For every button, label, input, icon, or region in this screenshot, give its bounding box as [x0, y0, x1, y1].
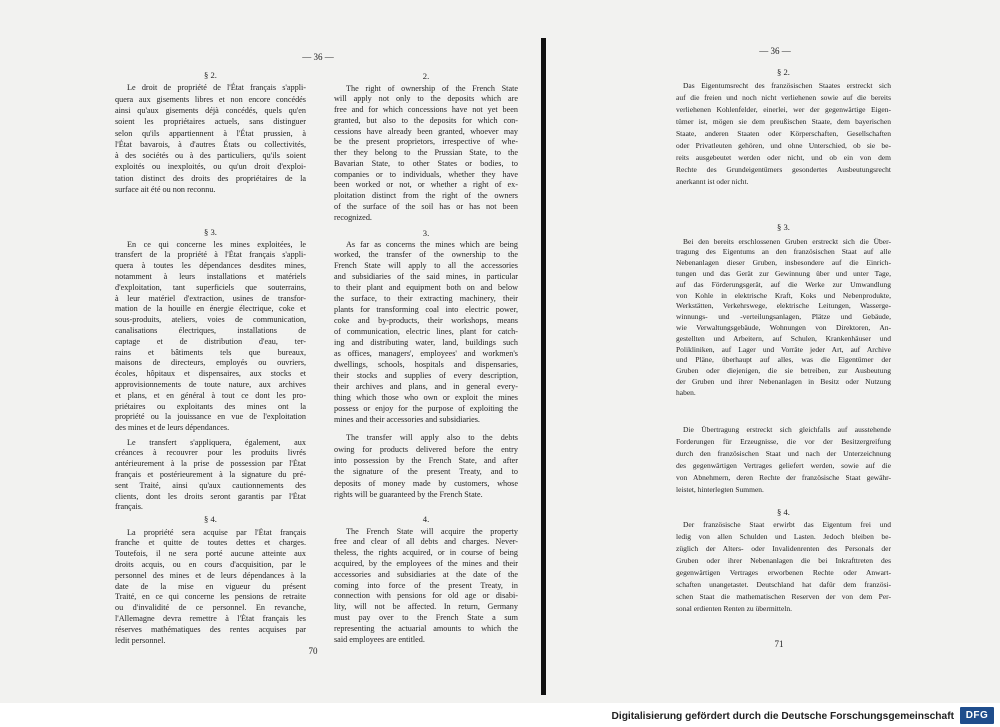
text-line: winnungs- und -verteilungsanlagen, Plätze und Gebäude, [676, 312, 891, 322]
text-line: gestellten und Arbeitern, auf Schulen, Krankenhäuser und [676, 333, 891, 343]
english-section-3-paragraph-2 [334, 432, 518, 500]
text-line: as offices, managers', employees' and workmen's [334, 348, 518, 358]
text-line: been worked or not, or whether a right of ex- [334, 180, 518, 190]
text-line: Polikliniken, auf Lager und Vorräte jeder Art, auf Archive [676, 344, 891, 354]
text-line: ther they belong to the Prussian State, to the [334, 148, 518, 158]
text-line: von Abnehmern, deren Rechte der französische Staat gewähr- [676, 473, 891, 482]
dfg-logo [960, 707, 994, 724]
text-line: oder Privatleuten gehören, und ohne Unterschied, ob sie be- [676, 141, 891, 150]
text-line: auf die freien und noch nicht verliehenen sowie auf die bereits [676, 93, 891, 102]
text-line: companies or to individuals, whether they have [334, 169, 518, 179]
text-line: tümer ist, mögen sie dem preußischen Staate, dem bayerischen [676, 117, 891, 126]
text-line: coke and by-products, their workshops, means [334, 316, 518, 326]
text-line: the surface, to their extracting machinery, their [334, 294, 518, 304]
english-section-3-heading: 3. [422, 227, 430, 238]
text-line: antérieurement à la prise de possession par l'État [115, 459, 306, 469]
text-line: ou d'invalidité de ce personnel. En revanche, [115, 603, 306, 613]
text-line: und Pläne, überhaupt auf alles, was die Eigentümer der [676, 355, 891, 365]
text-line: verliehenen Kohlenfelder, einerlei, wer der gegenwärtige Eigen- [676, 105, 891, 114]
text-line: connection with pensions for old age or disabi- [334, 591, 518, 601]
text-line: captage et de distribution d'eau, ter- [115, 336, 306, 346]
german-section-3-heading: § 3. [777, 221, 790, 232]
text-line: exploités ou inexploités, ou qu'un droit d'exploi- [115, 162, 306, 172]
english-section-2-paragraph [334, 84, 518, 224]
text-line: cessions have already been granted, whoever may [334, 126, 518, 136]
text-line: of the surface of the soil has or has not been [334, 201, 518, 211]
text-line: be the present proprietors, irrespective of whe- [334, 137, 518, 147]
footer-bar [0, 703, 1000, 727]
text-line: à des sociétés ou à des particuliers, qu'ils soient [115, 151, 306, 161]
text-line: gegenwärtigen Vertrages erworbenen Rechte oder Anwart- [676, 568, 891, 577]
text-line: En ce qui concerne les mines exploitées, le [127, 239, 306, 249]
text-line: As far as concerns the mines which are being [346, 239, 518, 249]
text-line: Nebenanlagen dieser Gruben, insbesondere auf die Einrich- [676, 258, 891, 268]
text-line: Gruben oder diejenigen, die sie betreiben, zur Ausbeutung [676, 366, 891, 376]
text-line: plants for transforming coal into electric power, [334, 305, 518, 315]
text-line: and subsidiaries of the said mines, in particular [334, 272, 518, 282]
text-line: tation distinct des droits des propriétaires de la [115, 173, 306, 183]
text-line: notamment à leurs installations et matériels [115, 271, 306, 281]
left-page-header: — 36 — [302, 52, 334, 62]
text-line: The French State will acquire the property [346, 526, 518, 536]
text-line: franche et quitte de toutes dettes et charges. [115, 538, 306, 548]
text-line: transfert de la propriété à l'État français s'appli- [115, 250, 306, 260]
french-section-3-paragraph-1 [115, 240, 306, 434]
text-line: quera aux gisements libres et non encore concédés [115, 94, 306, 104]
text-line: ainsi qu'aux gisements déjà concédés, quels qu'en [115, 105, 306, 115]
text-line: rights will be guaranteed by the French State. [334, 490, 483, 500]
text-line: to their plant and equipment both on and below [334, 283, 518, 293]
text-line: tungen und das Gerät zur Gewinnung über und unter Tage, [676, 268, 891, 278]
book-gutter [541, 38, 546, 695]
text-line: priétaires ou exploitants des mines ont la [115, 401, 306, 411]
text-line: sous-produits, ateliers, voies de communication, [115, 315, 306, 325]
text-line: Werkstätten, Verkehrswege, elektrische Leitungen, Wasserge- [676, 301, 891, 311]
text-line: haben. [676, 387, 696, 397]
english-section-4-heading: 4. [422, 513, 430, 524]
text-line: soient les propriétaires actuels, sans distinguer [115, 117, 306, 127]
text-line: thing which those who own or exploit the mines [334, 392, 518, 402]
text-line: Bavarian State, to other States or bodies, to [334, 158, 518, 168]
text-line: sonal erdienten Renten zu übermitteln. [676, 604, 793, 613]
text-line: sent Traité, ainsi qu'aux cautionnements des [115, 480, 306, 490]
text-line: écoles, hôpitaux et dispensaires, aux stocks et [115, 369, 306, 379]
text-line: Die Übertragung erstreckt sich gleichfalls auf ausstehende [683, 425, 891, 434]
text-line: canalisations électriques, installations de [115, 325, 306, 335]
text-line: theless, the rights acquired, or in course of being [334, 548, 518, 558]
text-line: date de la mise en vigueur du présent [115, 581, 306, 591]
text-line: Staate, anderen Staaten oder Körperschaften, Gesellschaften [676, 129, 891, 138]
german-section-3-paragraph-2 [676, 424, 891, 496]
text-line: leistet, hinterlegten Summen. [676, 485, 764, 494]
funding-note: Digitalisierung gefördert durch die Deutsche Forschungsgemeinschaft [611, 711, 954, 722]
text-line: mines and their accessories and subsidiaries. [334, 414, 480, 424]
text-line: maisons de directeurs, employés ou ouvriers, [115, 358, 306, 368]
text-line: wie Verwaltungsgebäude, Wohnungen von Direktoren, An- [676, 322, 891, 332]
text-line: must pay over to the French State a sum [334, 612, 518, 622]
english-section-3-paragraph-1 [334, 240, 518, 426]
german-section-4-heading: § 4. [777, 506, 790, 517]
text-line: des mines et de leurs dépendances. [115, 423, 230, 433]
text-line: Gruben oder ihrer Nebenanlagen die bei Inkrafttreten des [676, 556, 891, 565]
text-line: clients, dont les droits seront garantis par l'État [115, 491, 306, 501]
french-section-3-paragraph-2 [115, 438, 306, 514]
text-line: Toutefois, il ne sera porté aucune atteinte aux [115, 549, 306, 559]
text-line: coming into force of the present Treaty, in [334, 580, 518, 590]
text-line: representing the actuarial amounts to which the [334, 623, 518, 633]
text-line: lity, will not be affected. In return, Germany [334, 602, 518, 612]
english-section-4-paragraph [334, 527, 518, 646]
text-line: d'exploitation, tant superficiels que souterrains, [115, 282, 306, 292]
text-line: their stocks and supplies of every description, [334, 370, 518, 380]
text-line: The right of ownership of the French State [346, 83, 518, 93]
text-line: French State will apply to all the accessories [334, 261, 518, 271]
text-line: selon qu'ils appartiennent à l'État prussien, à [115, 128, 306, 138]
text-line: créances à recouvrer pour les produits livrés [115, 448, 306, 458]
text-line: français. [115, 502, 143, 512]
text-line: approvisionnements de toute nature, aux archives [115, 379, 306, 389]
text-line: tragung des Eigentums an den französischen Staat auf alle [676, 247, 891, 257]
text-line: personnel des mines et de leurs dépendances à la [115, 570, 306, 580]
text-line: granted, but also to the deposits for which con- [334, 115, 518, 125]
text-line: français et postérieurement à la signature du pré- [115, 469, 306, 479]
text-line: Forderungen für Erzeugnisse, die vor der Besitzergreifung [676, 437, 891, 446]
german-section-4-paragraph [676, 519, 891, 615]
text-line: Le transfert s'appliquera, également, aux [127, 437, 306, 447]
text-line: à leur matériel d'extraction, usines de transfor- [115, 293, 306, 303]
text-line: deposits of money made by customers, whose [334, 478, 518, 488]
text-line: der Gruben und ihrer Nebenanlagen in Besitz oder Nutzung [676, 376, 891, 386]
text-line: Rechte des Grundeigentümers gesondertes Ausbeutungsrecht [676, 165, 891, 174]
english-section-2-heading: 2. [422, 70, 430, 81]
text-line: schaften unangetastet. Deutschland hat dafür dem französi- [676, 580, 891, 589]
text-line: free and for which concessions have not yet been [334, 105, 518, 115]
french-section-2-heading: § 2. [204, 69, 217, 80]
text-line: l'Allemagne devra remettre à l'État français les [115, 613, 306, 623]
french-section-4-heading: § 4. [204, 513, 217, 524]
text-line: rains et bâtiments tels que bureaux, [115, 347, 306, 357]
text-line: worked, the transfer of the ownership to the [334, 250, 518, 260]
text-line: Bei den bereits erschlossenen Gruben erstreckt sich die Über- [683, 236, 891, 246]
text-line: into possession by the French State, and after [334, 456, 518, 466]
text-line: La propriété sera acquise par l'État français [127, 527, 306, 537]
text-line: réserves mathématiques des rentes acquises par [115, 624, 306, 634]
text-line: et plans, et en général à tout ce dont les pro- [115, 390, 306, 400]
text-line: mation de la houille en énergie électrique, coke et [115, 304, 306, 314]
text-line: auf das Förderungsgerät, auf die Werke zur Umwandlung [676, 279, 891, 289]
text-line: anerkannt ist oder nicht. [676, 177, 749, 186]
german-section-2-heading: § 2. [777, 66, 790, 77]
text-line: free and clear of all debts and charges. Never- [334, 537, 518, 547]
text-line: accessories and subsidiaries at the date of the [334, 569, 518, 579]
text-line: Das Eigentumsrecht des französischen Staates erstreckt sich [683, 81, 891, 90]
left-page-number: 70 [308, 646, 318, 656]
text-line: des gegenwärtigen Vertrages geliefert werden, sowie auf die [676, 461, 891, 470]
text-line: Le droit de propriété de l'État français s'appli- [127, 83, 306, 93]
text-line: possess or enjoy for the purpose of exploiting the [334, 403, 518, 413]
text-line: l'État bavarois, à d'autres États ou collectivités, [115, 139, 306, 149]
text-line: the signature of the present Treaty, and to [334, 467, 518, 477]
french-section-2-paragraph [115, 82, 306, 195]
text-line: ledit personnel. [115, 635, 166, 645]
text-line: schen Staat die mathematischen Reserven der von dem Per- [676, 592, 891, 601]
german-section-3-paragraph-1 [676, 237, 891, 399]
text-line: dwellings, schools, hospitals and dispensaries, [334, 359, 518, 369]
german-section-2-paragraph [676, 80, 891, 188]
text-line: ploitation distinct from the right of the owners [334, 191, 518, 201]
text-line: surface ait été ou non reconnu. [115, 185, 216, 195]
text-line: ledig von allen Schulden und Lasten. Jedoch bleiben be- [676, 532, 891, 541]
french-section-4-paragraph [115, 528, 306, 647]
text-line: quera à toutes les dépendances desdites mines, [115, 261, 306, 271]
text-line: owing for products delivered before the entry [334, 444, 518, 454]
text-line: propriété ou la jouissance en vue de l'exploitation [115, 412, 306, 422]
text-line: durch den französischen Staat und nach der Unterzeichnung [676, 449, 891, 458]
text-line: said employees are entitled. [334, 634, 425, 644]
text-line: will apply not only to the deposits which are [334, 94, 518, 104]
text-line: recognized. [334, 212, 372, 222]
text-line: reits ausgebeutet werden oder nicht, und ob ein von dem [676, 153, 891, 162]
text-line: acquired, by the employees of the mines and their [334, 558, 518, 568]
right-page-number: 71 [774, 639, 784, 649]
text-line: von Kohle in elektrische Kraft, Koks und Nebenprodukte, [676, 290, 891, 300]
text-line: Traité, en ce qui concerne les pensions de retraite [115, 592, 306, 602]
text-line: The transfer will apply also to the debts [346, 433, 518, 443]
text-line: züglich der Alters- oder Invalidenrenten des Personals der [676, 544, 891, 553]
text-line: ing and distributing water, land, buildings such [334, 337, 518, 347]
right-page-header: — 36 — [759, 46, 791, 56]
text-line: of communication, electric lines, plant for catch- [334, 327, 518, 336]
text-line: their archives and plans, and in general every- [334, 381, 518, 391]
french-section-3-heading: § 3. [204, 226, 217, 237]
text-line: droits acquis, ou en cours d'acquisition, par le [115, 559, 306, 569]
dfg-logo-text: DFG [965, 710, 989, 721]
text-line: Der französische Staat erwirbt das Eigentum frei und [683, 520, 891, 529]
